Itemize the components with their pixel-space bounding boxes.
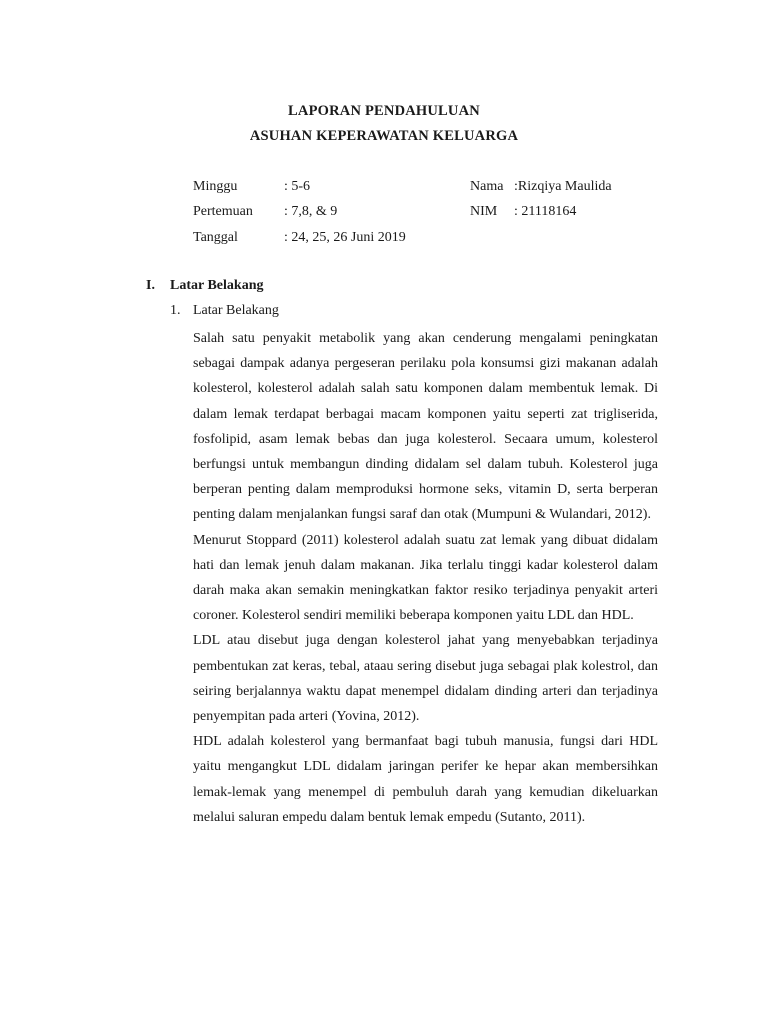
meta-row-minggu-nama: [0, 179, 768, 199]
subsection-number: 1.: [170, 303, 181, 318]
document-title-line1: LAPORAN PENDAHULUAN: [288, 103, 480, 119]
body-text: [193, 326, 658, 830]
nim-label: NIM: [470, 204, 498, 219]
nama-label: Nama: [470, 179, 504, 194]
subsection-title: Latar Belakang: [193, 303, 279, 318]
meta-row-pertemuan-nim: [0, 204, 768, 224]
pertemuan-value: : 7,8, & 9: [284, 204, 338, 219]
paragraph: HDL adalah kolesterol yang bermanfaat bagi tubuh manusia, fungsi dari HDL yaitu mengangkut LDL didalam jaringan perifer ke hepar akan membersihkan lemak-lemak yang menempel di pembuluh darah yang kemudian dikeluarkan melalui saluran empedu dalam bentuk lemak empedu (Sutanto, 2011).: [193, 734, 658, 825]
section-title: Latar Belakang: [170, 278, 264, 293]
paragraph: Menurut Stoppard (2011) kolesterol adalah suatu zat lemak yang dibuat didalam hati dan lemak jenuh dalam makanan. Jika terlalu tinggi kadar kolesterol dalam darah maka akan semakin meningkatkan faktor resiko terjadinya penyakit arteri coroner. Kolesterol sendiri memiliki beberapa komponen yaitu LDL dan HDL.: [193, 532, 658, 624]
nama-value: :Rizqiya Maulida: [514, 179, 612, 194]
paragraph: LDL atau disebut juga dengan kolesterol jahat yang menyebabkan terjadinya pembentukan zat keras, tebal, ataau sering disebut juga sebagai plak kolestrol, dan seiring berjalannya waktu dapat menempel didalam dinding arteri dan terjadinya penyempitan pada arteri (Yovina, 2012).: [193, 633, 658, 725]
tanggal-label: Tanggal: [193, 230, 238, 245]
subsection-heading: [170, 303, 279, 319]
section-heading: [146, 278, 263, 294]
paragraph: Salah satu penyakit metabolik yang akan cenderung mengalami peningkatan sebagai dampak adanya pergeseran perilaku pola konsumsi gizi makanan adalah kolesterol, kolesterol adalah salah satu komponen dalam membentuk lemak. Di dalam lemak terdapat berbagai macam komponen yaitu seperti zat trigliserida, fosfolipid, asam lemak bebas dan juga kolesterol. Secaara umum, kolesterol berfungsi untuk membangun dinding didalam sel dalam tubuh. Kolesterol juga berperan penting dalam memproduksi hormone seks, vitamin D, serta berperan penting dalam menjalankan fungsi saraf dan otak (Mumpuni & Wulandari, 2012).: [193, 331, 658, 523]
meta-row-tanggal: [0, 230, 768, 250]
pertemuan-label: Pertemuan: [193, 204, 253, 219]
document-title-line2: ASUHAN KEPERAWATAN KELUARGA: [249, 128, 519, 144]
minggu-label: Minggu: [193, 179, 238, 194]
section-number: I.: [146, 278, 155, 293]
nim-value: : 21118164: [514, 204, 577, 219]
minggu-value: : 5-6: [284, 179, 311, 194]
tanggal-value: : 24, 25, 26 Juni 2019: [284, 230, 406, 245]
